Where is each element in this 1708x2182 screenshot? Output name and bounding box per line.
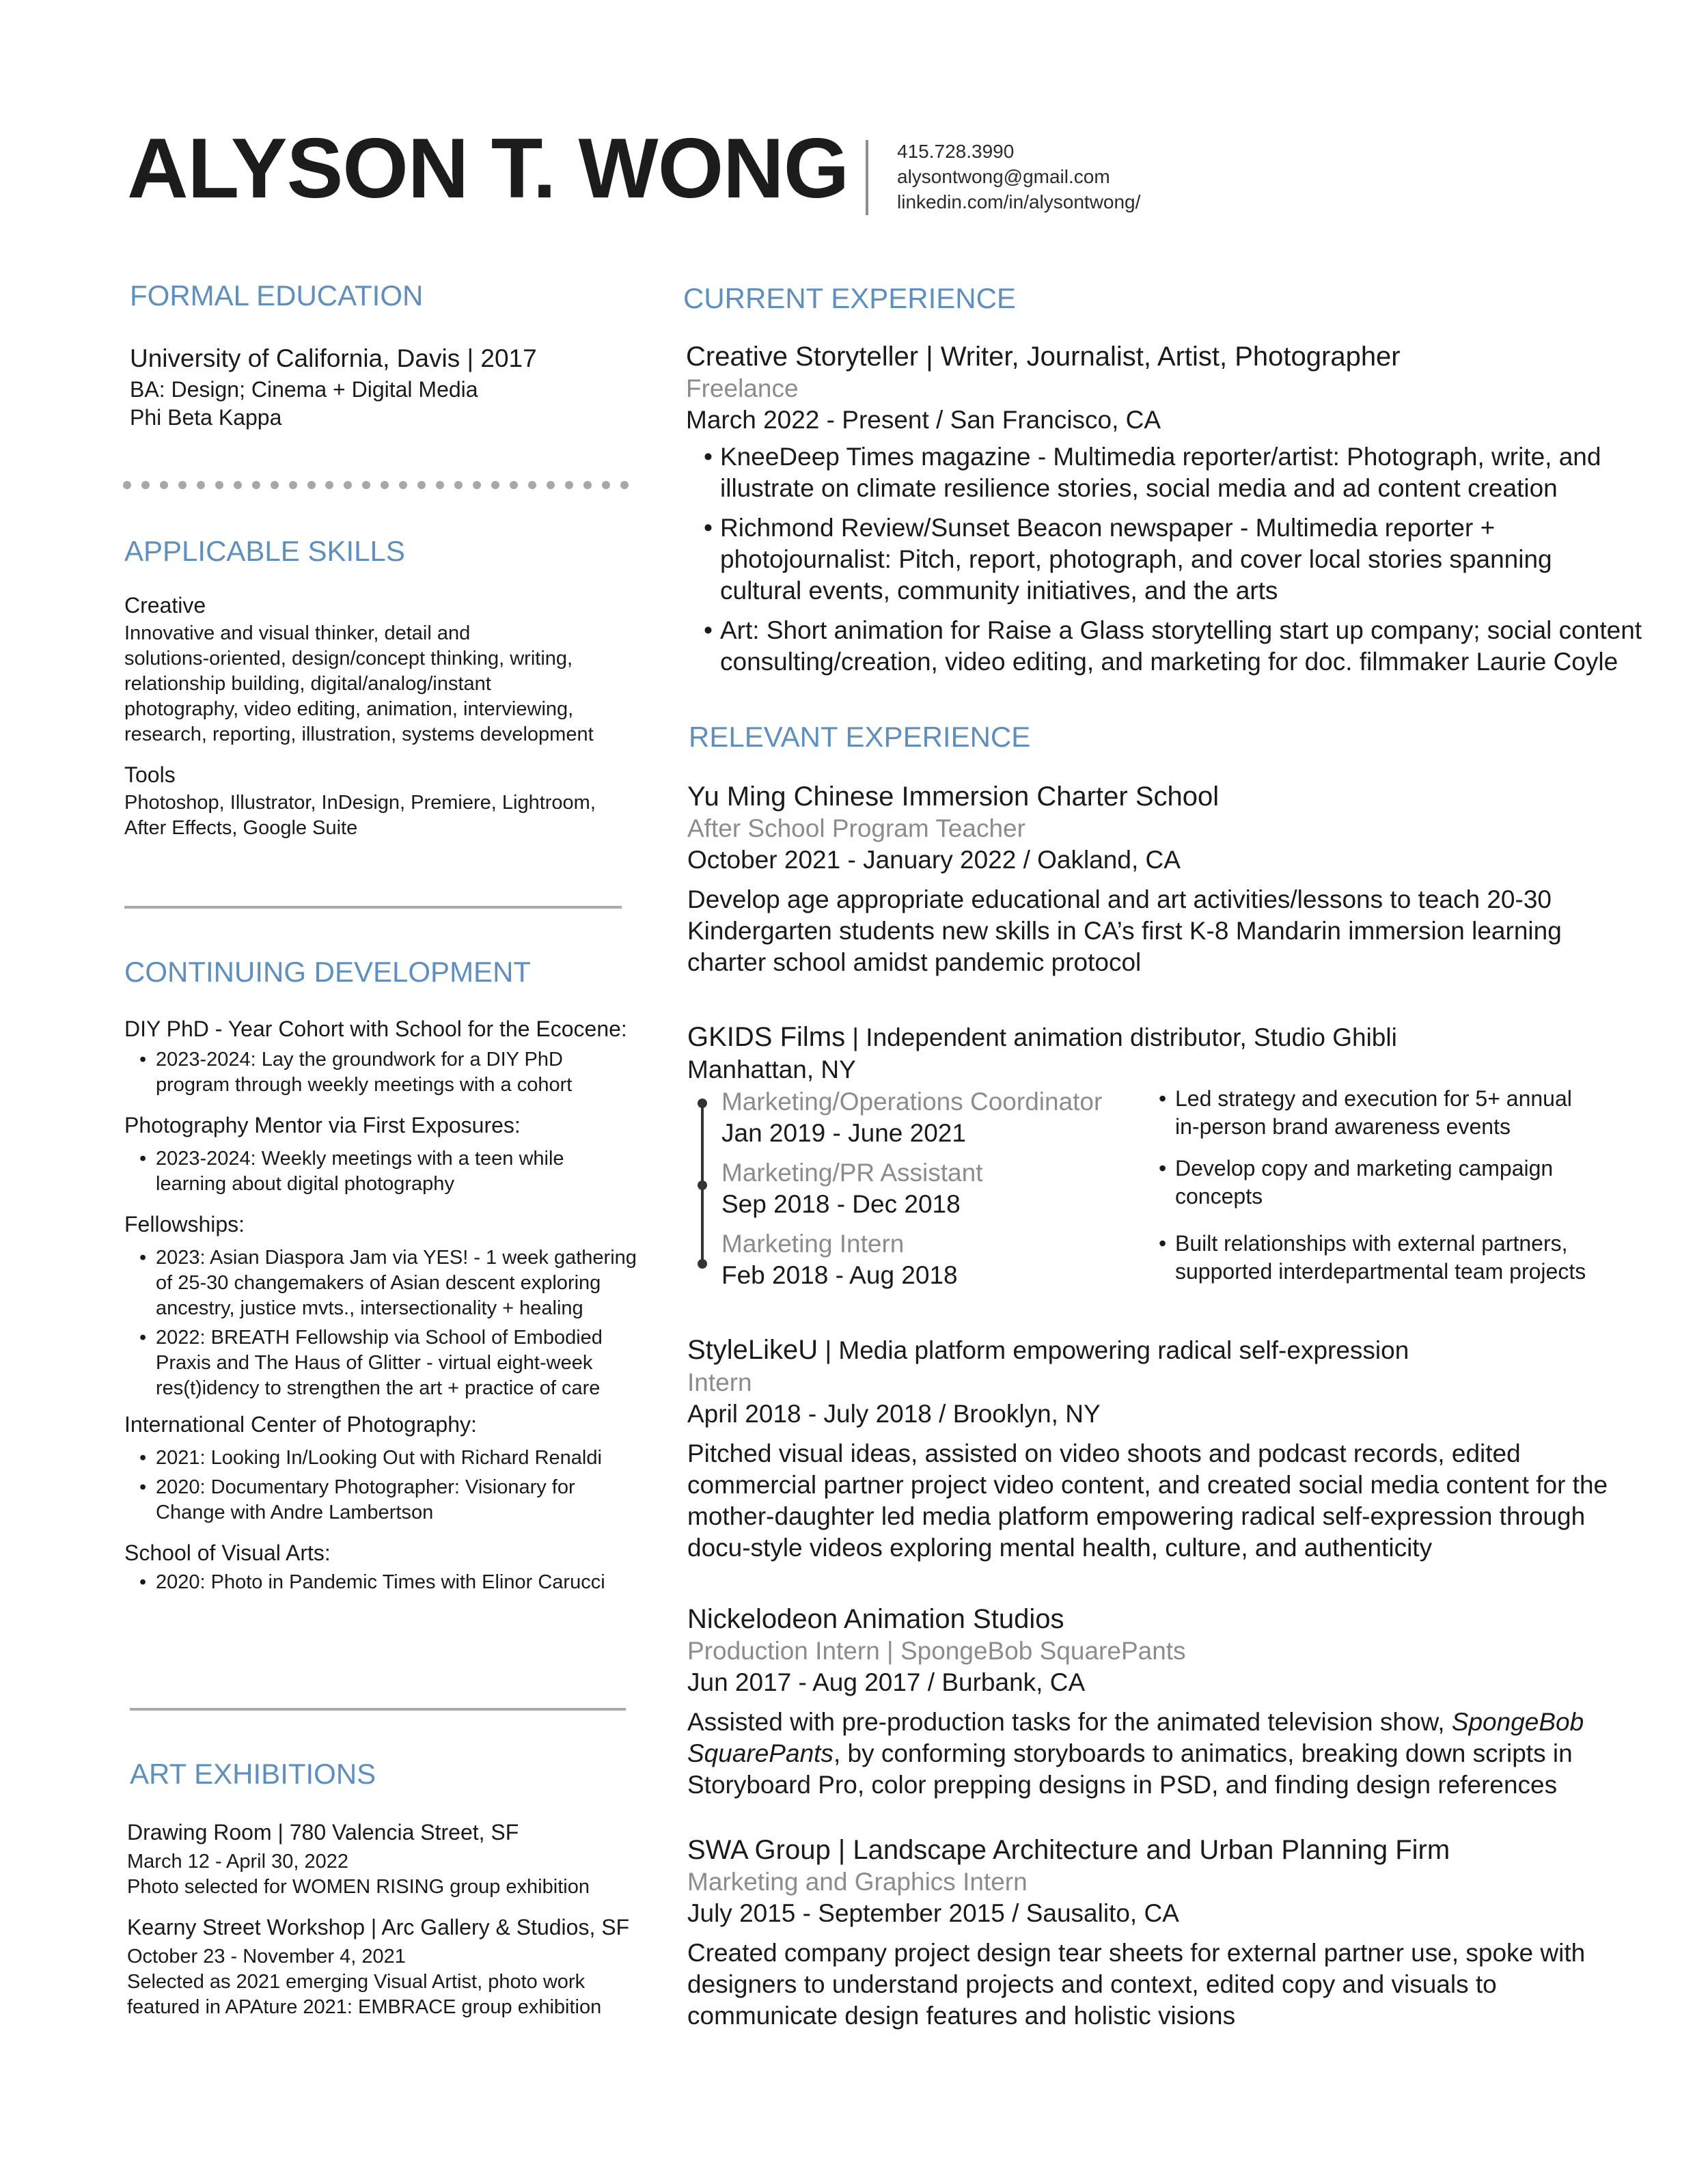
exhibition-venue: Drawing Room | 780 Valencia Street, SF: [127, 1820, 519, 1845]
tools-line: Photoshop, Illustrator, InDesign, Premiere, Lightroom,: [124, 792, 596, 814]
job-role: After School Program Teacher: [687, 814, 1025, 842]
role-title: Marketing/PR Assistant: [721, 1159, 983, 1187]
skills-heading: APPLICABLE SKILLS: [124, 535, 405, 567]
role-dates: Jan 2019 - June 2021: [721, 1119, 966, 1147]
job-yuming: [687, 780, 1562, 978]
role-title: Marketing Intern: [721, 1230, 905, 1258]
exhibition-desc: featured in APAture 2021: EMBRACE group exhibition: [127, 1996, 602, 2018]
job-role: Intern: [687, 1368, 752, 1396]
dev-list: [135, 1570, 637, 1595]
list-item: • KneeDeep Times magazine - Multimedia reporter/artist: Photograph, write, and illustrate on climate resilience stories, social media and ad content creation: [700, 441, 1642, 504]
timeline-dot: [698, 1180, 707, 1190]
list-item: • 2022: BREATH Fellowship via School of Embodied Praxis and The Haus of Glitter - virtual eight-week res(t)idency to strengthen the art + practice of care: [135, 1325, 637, 1401]
honor: Phi Beta Kappa: [130, 405, 282, 430]
development-block: [124, 1015, 637, 1595]
job-gkids: [687, 1021, 1397, 1086]
list-item: • Richmond Review/Sunset Beacon newspaper - Multimedia reporter + photojournalist: Pitch, report, photograph, and cover local stories spanning cultural events, community initiatives, and the arts: [700, 512, 1642, 607]
list-item: • Art: Short animation for Raise a Glass storytelling start up company; social content consulting/creation, video editing, and marketing for doc. filmmaker Laurie Coyle: [700, 615, 1642, 678]
job-role: Production Intern | SpongeBob SquarePants: [687, 1637, 1186, 1665]
development-heading: CONTINUING DEVELOPMENT: [124, 956, 532, 988]
job-org: SWA Group | Landscape Architecture and Urban Planning Firm: [687, 1835, 1450, 1865]
job-dates: April 2018 - July 2018 / Brooklyn, NY: [687, 1400, 1101, 1428]
dev-list: [135, 1047, 637, 1098]
creative-line: relationship building, digital/analog/instant: [124, 673, 491, 695]
dev-list: [135, 1146, 637, 1197]
creative-line: solutions-oriented, design/concept thinking, writing,: [124, 648, 573, 669]
job-desc: Created company project design tear sheets for external partner use, spoke with designers to understand projects and context, edited copy and visuals to communicate design features and holistic visions: [687, 1939, 1586, 2030]
job-dates: Jun 2017 - Aug 2017 / Burbank, CA: [687, 1668, 1086, 1696]
section-divider: [124, 906, 622, 909]
relevant-heading: RELEVANT EXPERIENCE: [689, 721, 1031, 753]
skills-block: [124, 592, 596, 841]
role-dates: Sep 2018 - Dec 2018: [721, 1190, 961, 1218]
job-org: GKIDS Films | Independent animation distributor, Studio Ghibli: [687, 1022, 1397, 1052]
dev-group-title: International Center of Photography:: [124, 1412, 477, 1437]
exhibition-venue: Kearny Street Workshop | Arc Gallery & Studios, SF: [127, 1915, 630, 1939]
job-nickelodeon: [687, 1603, 1584, 1801]
dev-group-title: Photography Mentor via First Exposures:: [124, 1113, 521, 1137]
list-item: • 2023-2024: Weekly meetings with a teen while learning about digital photography: [135, 1146, 637, 1197]
exhibition-dates: October 23 - November 4, 2021: [127, 1946, 406, 1967]
job-org: Freelance: [686, 374, 799, 402]
job-stylelikeu: [687, 1334, 1608, 1564]
dev-group-title: DIY PhD - Year Cohort with School for the Ecocene:: [124, 1017, 627, 1041]
role-dates: Feb 2018 - Aug 2018: [721, 1261, 958, 1289]
creative-line: research, reporting, illustration, systems development: [124, 723, 594, 745]
timeline-dot: [698, 1259, 707, 1269]
linkedin[interactable]: linkedin.com/in/alysontwong/: [897, 191, 1141, 212]
job-desc: Assisted with pre-production tasks for the animated television show, SpongeBob SquarePants, by conforming storyboards to animatics, breaking down scripts in Storyboard Pro, color prepping designs in PSD, and finding design references: [687, 1708, 1584, 1799]
current-block: [686, 340, 1642, 678]
list-item: • 2020: Photo in Pandemic Times with Elinor Carucci: [135, 1570, 637, 1595]
list-item: • Develop copy and marketing campaign concepts: [1155, 1155, 1586, 1211]
job-role: Marketing and Graphics Intern: [687, 1868, 1028, 1896]
gkids-roles: [721, 1086, 1102, 1291]
list-item: • Built relationships with external partners, supported interdepartmental team projects: [1155, 1230, 1586, 1286]
job-org: Nickelodeon Animation Studios: [687, 1604, 1064, 1634]
job-location: Manhattan, NY: [687, 1055, 856, 1083]
phone: 415.728.3990: [897, 141, 1015, 162]
applicant-name: ALYSON T. WONG: [127, 122, 849, 216]
education-heading: FORMAL EDUCATION: [130, 279, 424, 312]
role-title: Marketing/Operations Coordinator: [721, 1088, 1103, 1116]
dev-list: [135, 1245, 637, 1401]
exhibitions-heading: ART EXHIBITIONS: [130, 1758, 376, 1790]
exhibition-desc: Selected as 2021 emerging Visual Artist, photo work: [127, 1971, 586, 1993]
dev-group-title: School of Visual Arts:: [124, 1541, 331, 1565]
list-item: • 2023: Asian Diaspora Jam via YES! - 1 week gathering of 25-30 changemakers of Asian descent exploring ancestry, justice mvts., intersectionality + healing: [135, 1245, 637, 1321]
exhibitions-block: [127, 1819, 629, 2020]
dotted-divider: [123, 481, 629, 491]
creative-label: Creative: [124, 593, 206, 618]
list-item: • 2021: Looking In/Looking Out with Richard Renaldi: [135, 1446, 637, 1471]
job-dates: March 2022 - Present / San Francisco, CA: [686, 406, 1161, 434]
exhibition-dates: March 12 - April 30, 2022: [127, 1851, 349, 1873]
list-item: • 2023-2024: Lay the groundwork for a DIY PhD program through weekly meetings with a cohort: [135, 1047, 637, 1098]
exhibition-desc: Photo selected for WOMEN RISING group exhibition: [127, 1876, 590, 1898]
current-heading: CURRENT EXPERIENCE: [683, 282, 1016, 314]
list-item: • 2020: Documentary Photographer: Visionary for Change with Andre Lambertson: [135, 1475, 637, 1525]
creative-line: Innovative and visual thinker, detail and: [124, 622, 471, 644]
tools-label: Tools: [124, 762, 176, 787]
section-divider: [130, 1708, 626, 1711]
job-dates: July 2015 - September 2015 / Sausalito, CA: [687, 1899, 1179, 1927]
creative-line: photography, video editing, animation, interviewing,: [124, 698, 574, 720]
job-swa: [687, 1834, 1585, 2032]
job-desc: Develop age appropriate educational and art activities/lessons to teach 20-30 Kindergarten students new skills in CA’s first K-8 Mandarin immersion learning charter school amidst pandemic protocol: [687, 885, 1562, 976]
gkids-bullets: [1155, 1085, 1586, 1286]
email[interactable]: alysontwong@gmail.com: [897, 166, 1110, 187]
contact-block: [897, 139, 1140, 215]
dev-group-title: Fellowships:: [124, 1212, 245, 1237]
list-item: • Led strategy and execution for 5+ annual in-person brand awareness events: [1155, 1085, 1586, 1141]
tools-line: After Effects, Google Suite: [124, 817, 358, 839]
education-block: [130, 343, 537, 432]
job-org: StyleLikeU | Media platform empowering radical self-expression: [687, 1335, 1409, 1365]
school: University of California, Davis | 2017: [130, 344, 537, 372]
job-dates: October 2021 - January 2022 / Oakland, CA: [687, 846, 1181, 874]
degree: BA: Design; Cinema + Digital Media: [130, 377, 478, 402]
timeline-dot: [698, 1099, 707, 1108]
dev-list: [135, 1446, 637, 1525]
job-desc: Pitched visual ideas, assisted on video shoots and podcast records, edited commercial partner project video content, and created social media content for the mother-daughter led media platform empowering radical self-expression through docu-style videos exploring mental health, culture, and authenticity: [687, 1439, 1608, 1562]
job-org: Yu Ming Chinese Immersion Charter School: [687, 782, 1220, 812]
job-title: Creative Storyteller | Writer, Journalist, Artist, Photographer: [686, 342, 1401, 372]
current-bullets: [700, 441, 1642, 678]
header-divider: [866, 140, 868, 215]
